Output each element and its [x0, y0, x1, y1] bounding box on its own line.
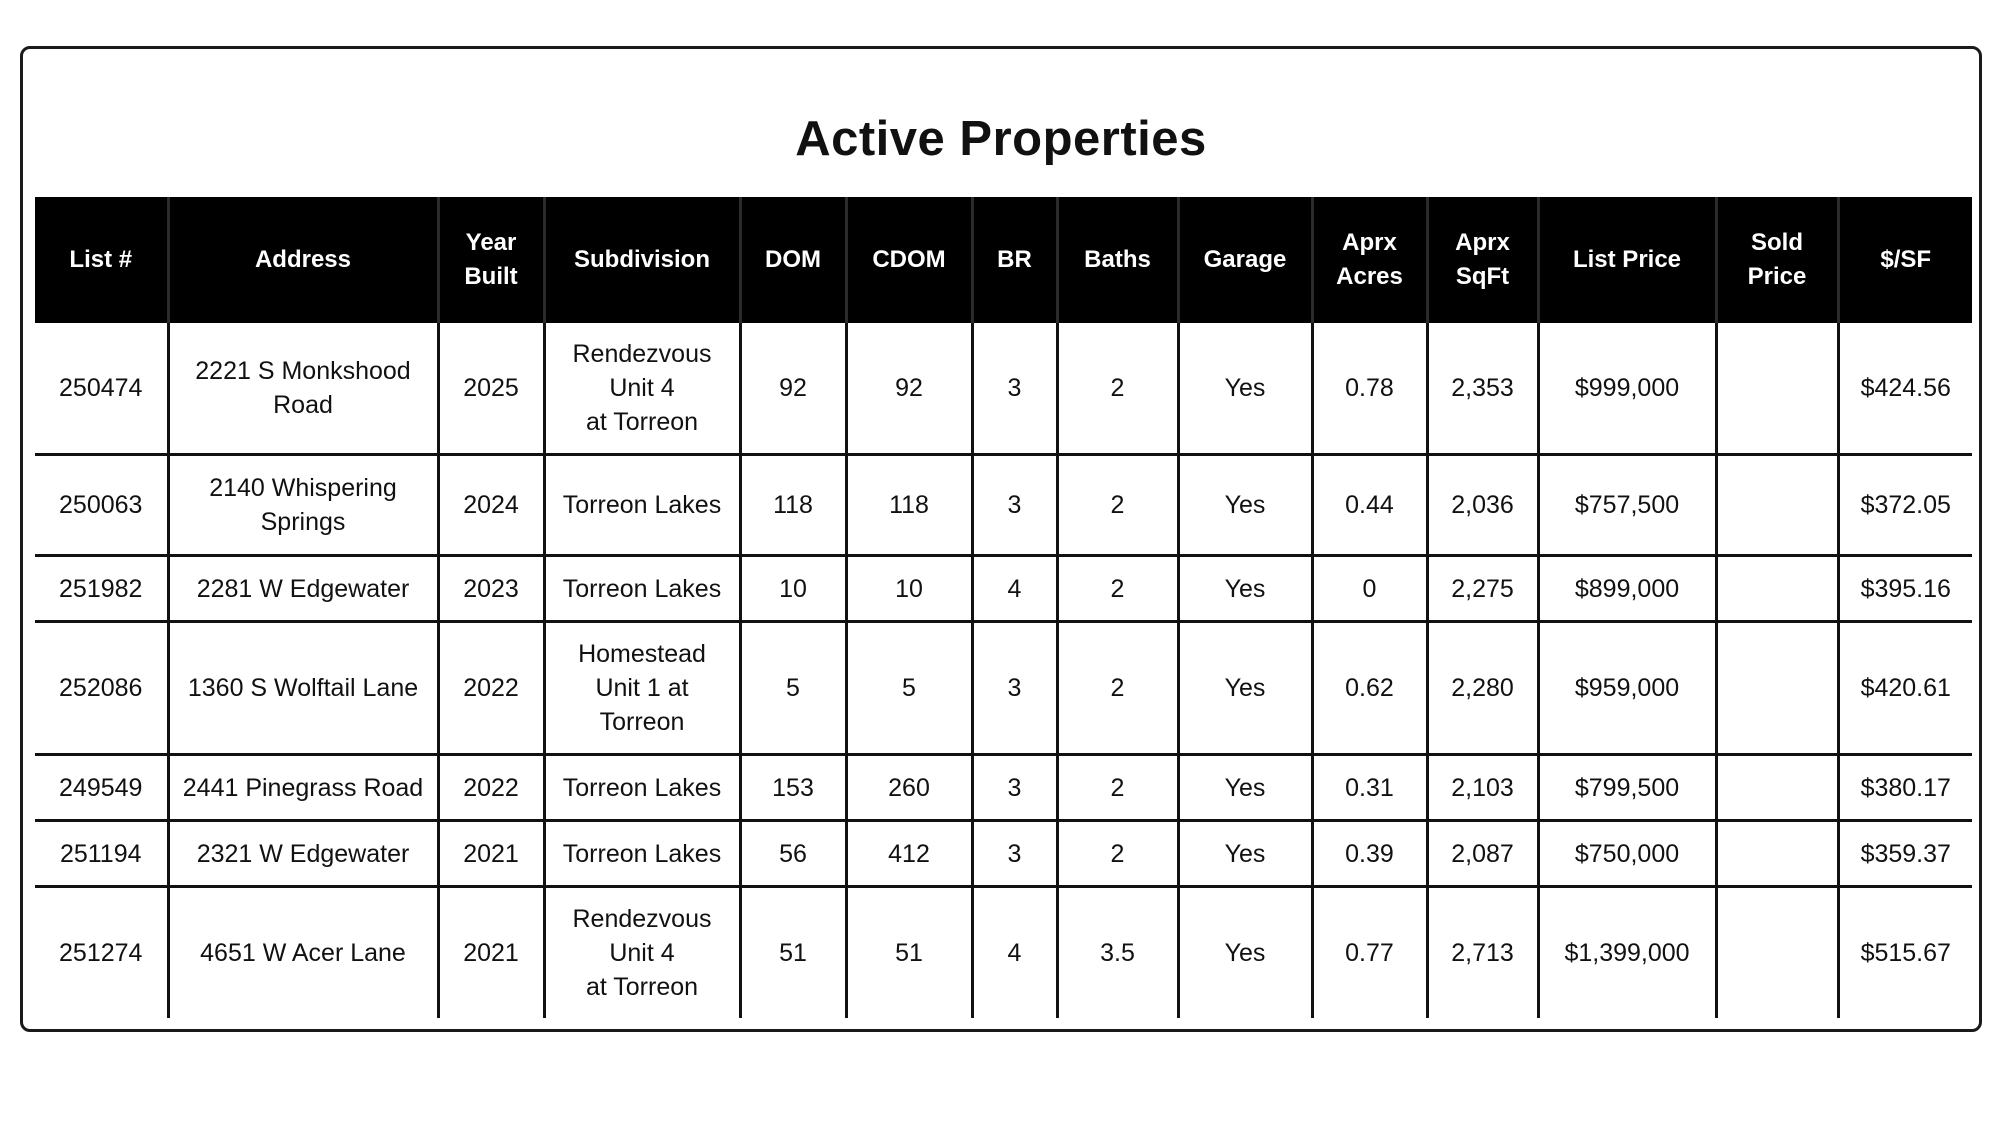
table-cell: Torreon Lakes	[544, 821, 740, 887]
table-cell: 2	[1057, 622, 1178, 755]
table-cell: 251982	[35, 556, 168, 622]
table-cell: 3	[972, 821, 1057, 887]
page-title: Active Properties	[795, 112, 1207, 166]
table-cell: 2021	[438, 821, 544, 887]
column-header: $/SF	[1838, 197, 1972, 323]
table-cell: $380.17	[1838, 755, 1972, 821]
table-cell: 0.31	[1312, 755, 1427, 821]
table-cell: 118	[740, 455, 846, 556]
table-cell: 251274	[59, 939, 143, 967]
column-header: DOM	[740, 197, 846, 323]
table-cell	[1716, 887, 1838, 1019]
table-cell: 2022	[438, 622, 544, 755]
table-cell: 0.44	[1312, 455, 1427, 556]
table-cell: 51	[740, 887, 846, 1019]
column-header: List #	[35, 197, 168, 323]
table-row	[35, 622, 1972, 755]
table-cell: 4651 W Acer Lane	[168, 887, 438, 1019]
table-cell: 3.5	[1057, 887, 1178, 1019]
table-cell: 5	[846, 622, 972, 755]
table-cell: 0	[1312, 556, 1427, 622]
table-cell: 2,103	[1427, 755, 1538, 821]
table-cell: 2,036	[1427, 455, 1538, 556]
table-cell: 10	[846, 556, 972, 622]
table-cell	[1716, 622, 1838, 755]
table-cell	[1716, 755, 1838, 821]
table-cell: 250474	[35, 323, 168, 455]
table-cell: Yes	[1178, 622, 1312, 755]
table-cell	[1716, 323, 1838, 455]
table-cell: 2023	[438, 556, 544, 622]
column-header: CDOM	[846, 197, 972, 323]
table-row	[35, 821, 1972, 887]
column-header: Address	[168, 197, 438, 323]
table-cell: $799,500	[1538, 755, 1716, 821]
table-cell: 92	[846, 323, 972, 455]
table-cell: $420.61	[1838, 622, 1972, 755]
table-cell: Homestead Unit 1 at Torreon	[544, 622, 740, 755]
column-header: Aprx Acres	[1312, 197, 1427, 323]
table-cell: $395.16	[1838, 556, 1972, 622]
table-row	[35, 323, 1972, 455]
table-cell: 0.39	[1312, 821, 1427, 887]
column-header: Subdivision	[544, 197, 740, 323]
table-cell	[1716, 556, 1838, 622]
column-header: List Price	[1538, 197, 1716, 323]
table-cell: 0.78	[1312, 323, 1427, 455]
table-cell: Yes	[1178, 455, 1312, 556]
table-cell: $899,000	[1538, 556, 1716, 622]
table-cell: 2221 S Monkshood Road	[168, 323, 438, 455]
column-header: Baths	[1057, 197, 1178, 323]
table-cell: $359.37	[1838, 821, 1972, 887]
table-body	[35, 323, 1972, 1018]
table-row	[35, 455, 1972, 556]
table-cell: 10	[740, 556, 846, 622]
table-cell: $757,500	[1538, 455, 1716, 556]
table-cell: 2025	[438, 323, 544, 455]
table-cell: 2	[1057, 821, 1178, 887]
table-row	[35, 887, 1972, 1019]
column-header: Year Built	[438, 197, 544, 323]
table-cell: Rendezvous Unit 4 at Torreon	[544, 887, 740, 1019]
table-cell: 2	[1057, 323, 1178, 455]
table-cell: Torreon Lakes	[544, 556, 740, 622]
table-cell: Yes	[1178, 323, 1312, 455]
table-cell: 1360 S Wolftail Lane	[168, 622, 438, 755]
table-cell: 260	[846, 755, 972, 821]
table-cell: 2,353	[1427, 323, 1538, 455]
table-cell: 249549	[35, 755, 168, 821]
table-cell: 56	[740, 821, 846, 887]
table-cell: 2,713	[1427, 887, 1538, 1019]
table-cell: 2024	[438, 455, 544, 556]
table-cell: 3	[972, 755, 1057, 821]
table-cell: $959,000	[1538, 622, 1716, 755]
table-cell: Yes	[1178, 887, 1312, 1019]
table-row	[35, 755, 1972, 821]
table-cell: $1,399,000	[1538, 887, 1716, 1019]
table-header-row	[35, 197, 1972, 323]
active-properties-table	[35, 197, 1972, 1018]
table-cell: $750,000	[1538, 821, 1716, 887]
table-cell: 250063	[35, 455, 168, 556]
table-cell: 2281 W Edgewater	[168, 556, 438, 622]
table-cell: 2140 Whispering Springs	[168, 455, 438, 556]
table-cell: Yes	[1178, 556, 1312, 622]
table-cell: 3	[972, 622, 1057, 755]
table-cell: 2321 W Edgewater	[168, 821, 438, 887]
table-cell: 51	[846, 887, 972, 1019]
table-cell: 0.77	[1312, 887, 1427, 1019]
table-cell: Yes	[1178, 755, 1312, 821]
column-header: BR	[972, 197, 1057, 323]
table-cell: 2	[1057, 755, 1178, 821]
column-header: Aprx SqFt	[1427, 197, 1538, 323]
table-cell: 2441 Pinegrass Road	[168, 755, 438, 821]
table-cell: 0.62	[1312, 622, 1427, 755]
table-cell: 251194	[35, 821, 168, 887]
table-cell: 412	[846, 821, 972, 887]
table-cell	[1716, 455, 1838, 556]
table-cell: $372.05	[1838, 455, 1972, 556]
table-cell: 2,275	[1427, 556, 1538, 622]
table-cell: 2,087	[1427, 821, 1538, 887]
table-cell: Torreon Lakes	[544, 455, 740, 556]
table-cell: 153	[740, 755, 846, 821]
table-cell: 252086	[35, 622, 168, 755]
table-cell: 118	[846, 455, 972, 556]
table-cell: 2	[1057, 556, 1178, 622]
table-cell: Yes	[1178, 821, 1312, 887]
table-cell: 4	[972, 556, 1057, 622]
table-cell: Rendezvous Unit 4 at Torreon	[544, 323, 740, 455]
column-header: Garage	[1178, 197, 1312, 323]
table-cell: 3	[972, 323, 1057, 455]
column-header: Sold Price	[1716, 197, 1838, 323]
table-cell: 2	[1057, 455, 1178, 556]
table-cell: 2022	[438, 755, 544, 821]
table-cell: 2021	[438, 887, 544, 1019]
table-cell: 92	[740, 323, 846, 455]
report-card	[20, 46, 1982, 1032]
table-cell: 5	[740, 622, 846, 755]
table-cell: Torreon Lakes	[544, 755, 740, 821]
table-cell: 3	[972, 455, 1057, 556]
table-cell: $999,000	[1538, 323, 1716, 455]
table-cell: $515.67	[1838, 887, 1972, 1019]
table-cell: 2,280	[1427, 622, 1538, 755]
table-cell: 4	[972, 887, 1057, 1019]
table-cell	[1716, 821, 1838, 887]
table-row	[35, 556, 1972, 622]
table-cell: $424.56	[1838, 323, 1972, 455]
